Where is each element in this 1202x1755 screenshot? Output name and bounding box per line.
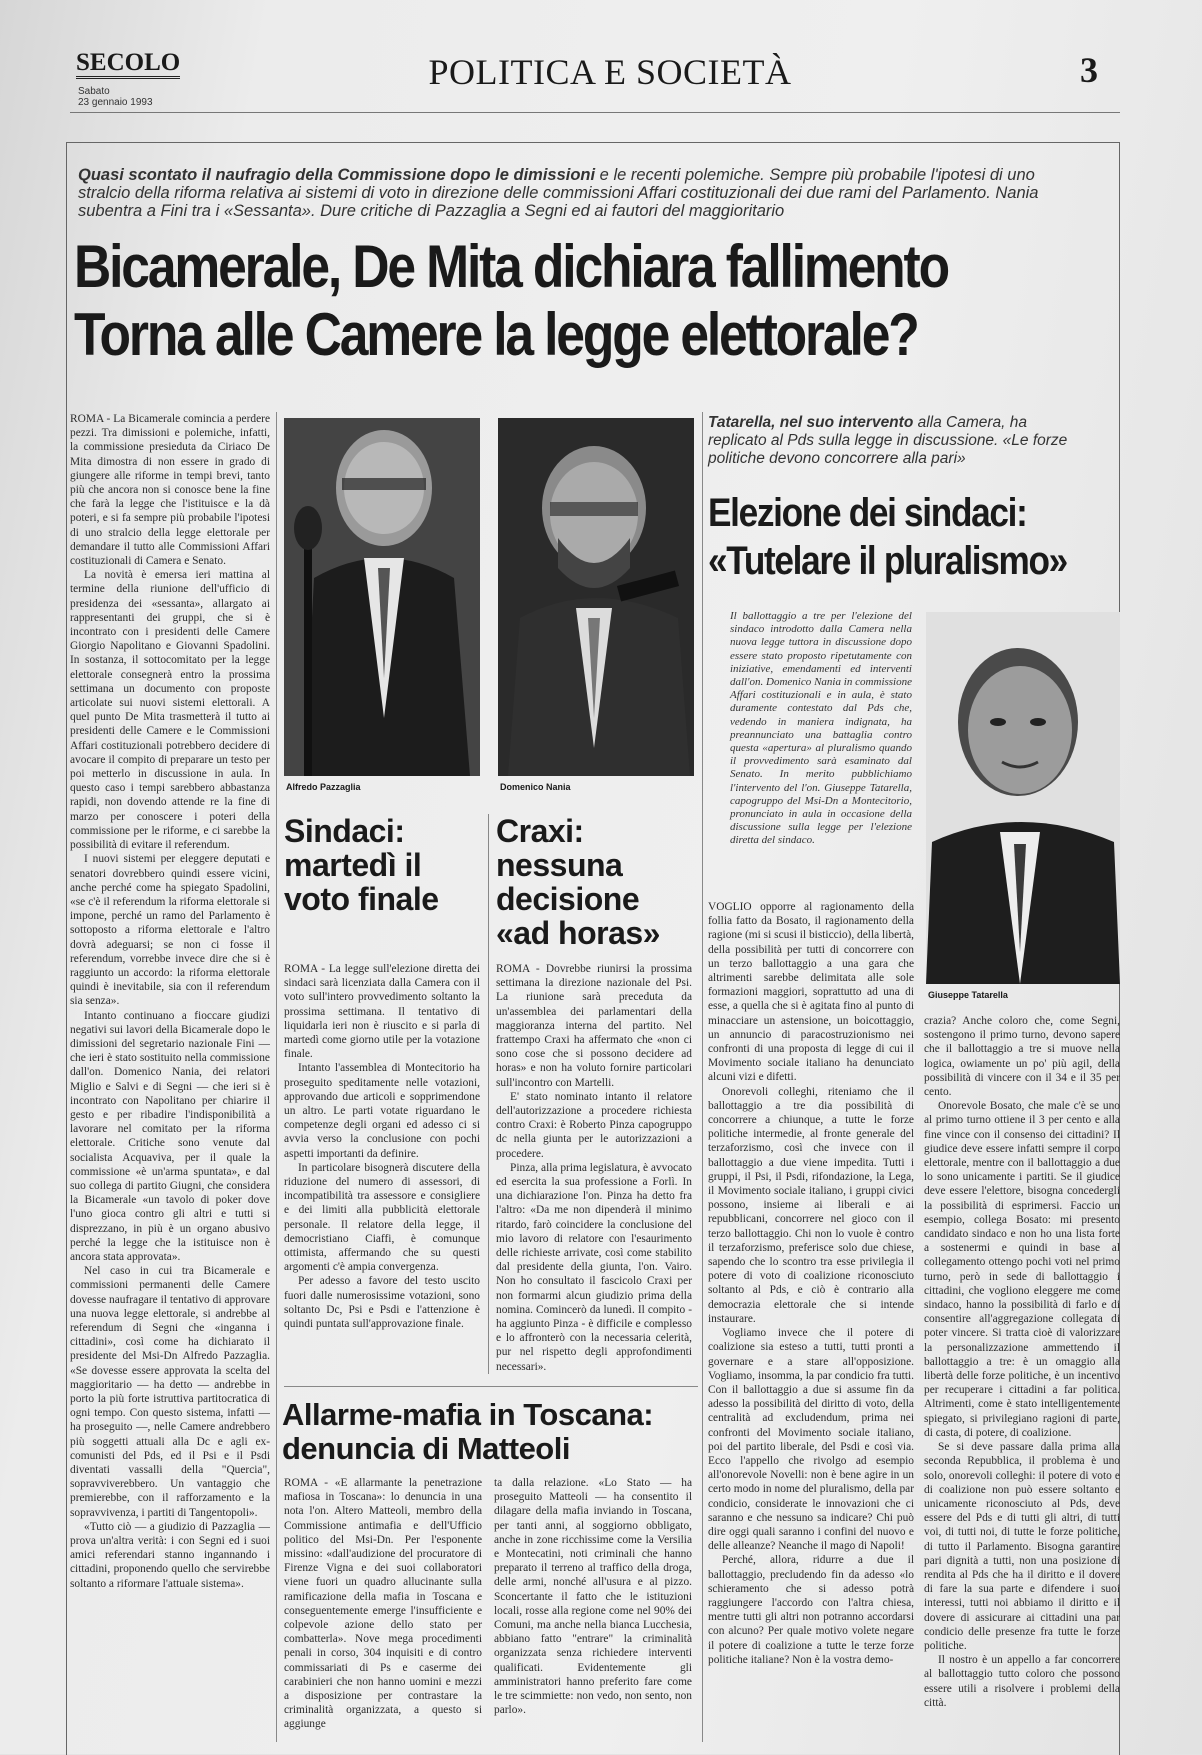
tatarella-paragraph: Il nostro è un appello a far concorrere al ballottaggio tutto coloro che possono essere utili a risolvere i problemi della città. xyxy=(924,1654,1120,1709)
mafia-headline: Allarme-mafia in Toscana: denuncia di Matteoli xyxy=(282,1397,654,1466)
section-title: POLITICA E SOCIETÀ xyxy=(428,52,792,92)
page-number: 3 xyxy=(1080,50,1098,90)
tatarella-paragraph: Onorevoli colleghi, riteniamo che il ballottaggio a tre dia possibilità di concorrere a chiunque, a tutte le forze politiche intermedie, al fronte generale del terzaforzismo, così che invece con il ballottaggio a due viene impedita. Tutti i gruppi, il Psi, il Psdi, rifondazione, la Lega, il Movimento sociale italiano, i gruppi civici possono, insieme ai liberali e ai repubblicani, concorrere nel gioco con il terzo ballottaggio. Chi non lo vuole è contro il terzaforzismo, preferisce solo due chiese, sapendo che lo scontro tra esse privilegia il potere di voto di coalizione riconosciuto soltanto al Pds, e ciò è contrario alla democrazia elettorale che si intende instaurare. xyxy=(708,1085,914,1325)
section-rule xyxy=(284,1386,698,1387)
main-kicker-bold: Quasi scontato il naufragio della Commissione dopo le dimissioni xyxy=(78,166,596,184)
craxi-paragraph: E' stato nominato intanto il relatore dell'autorizzazione a procedere richiesta contro Craxi: è Roberto Pinza capogruppo dc nella giunta per le autorizzazioni a procedere. xyxy=(496,1090,692,1160)
main-article-column xyxy=(70,412,270,1742)
craxi-paragraph: ROMA - Dovrebbe riunirsi la prossima settimana la direzione nazionale del Psi. La riunione sarà preceduta da un'assemblea dei parlamentari della maggioranza interna del partito. Nel frattempo Craxi ha affermato che «non ci sono cose che si possono decidere ad horas» e non ha voluto fornire particolari sull'incontro con Martelli. xyxy=(496,963,692,1089)
sindaci-paragraph: ROMA - La legge sull'elezione diretta dei sindaci sarà licenziata dalla Camera con il voto sull'intero provvedimento soltanto la prossima settimana. Il tentativo di liquidarla ieri non è riuscito e si parla di martedì come giorno utile per la votazione finale. xyxy=(284,963,480,1061)
sindaci-paragraph: Intanto l'assemblea di Montecitorio ha proseguito speditamente nelle votazioni, approvando due articoli e sopprimendone un altro. Le parti votate riguardano le competenze degli organi ed adesso ci si avvia verso la conclusione con pochi aspetti importanti da definire. xyxy=(284,1062,480,1160)
tatarella-intro: Il ballottaggio a tre per l'elezione del sindaco introdotto dalla Camera nella nuova legge tuttora in discussione dopo essere stato proposto ripetutamente con iniziative, emendamenti ed interventi dall'on. Domenico Nania in commissione Affari costituzionali e in aula, è stato duramente contestato dal Pds che, vedendo in maniera indignata, ha preannunciato una battaglia contro questa «apertura» al pluralismo quando il provvedimento sarà esaminato dal Senato. In merito pubblichiamo l'intervento del l'on. Giuseppe Tatarella, capogruppo del Msi-Dn a Montecitorio, pronunciato in aula in occasione della discussione sulla legge per l'elezione diretta del sindaco. xyxy=(730,610,912,847)
caption-nania: Domenico Nania xyxy=(500,782,571,792)
photo-nania xyxy=(498,418,694,776)
masthead-rule xyxy=(70,112,1120,113)
main-headline-line1: Bicamerale, De Mita dichiara fallimento xyxy=(74,233,948,300)
caption-tatarella: Giuseppe Tatarella xyxy=(928,990,1008,1000)
tatarella-headline-line2: «Tutelare il pluralismo» xyxy=(708,539,1067,583)
tatarella-column-b xyxy=(924,1014,1120,1742)
main-kicker-rest: e le recenti polemiche. Sempre più probabile l'ipotesi di uno stralcio della riforma relativa ai sistemi di voto in direzione delle commissioni Affari costituzionali dei due rami del Parlamento. Nania subentra a Fini tra i «Sessanta». Dure critiche di Pazzaglia a Segni ed ai fautori del maggioritario xyxy=(78,166,1039,220)
pazzaglia-portrait xyxy=(284,418,480,776)
newspaper-logo: SECOLO xyxy=(76,50,180,79)
tatarella-kicker-rest: alla Camera, ha replicato al Pds sulla legge in discussione. «Le forze politiche devono concorrere alla pari» xyxy=(708,414,1068,467)
main-paragraph: La novità è emersa ieri mattina al termine della riunione dell'ufficio di presidenza dei «sessanta», allargato ai rappresentanti dei gruppi, che si è incontrato con i presidenti delle Camere Giorgio Napolitano e Giovanni Spadolini. In sostanza, il sottocomitato per la legge elettorale consegnerà entro la prossima settimana un documento con proposte articolate sui nuovi sistemi elettorali. A quel punto De Mita trasmetterà il tutto ai presidenti delle Camere e le Commissioni Affari costituzionali potrebbero decidere di avocare il compito di preparare un testo per poi metterlo in discussione in aula. In questo caso i tempi sarebbero abbastanza rapidi, non dovendo attende re la fine di marzo per conoscere i poteri della commissione per le riforme, e ci sarebbe la possibilità di evitare il referendum. xyxy=(70,569,270,852)
main-paragraph: «Tutto ciò — a giudizio di Pazzaglia — prova un'altra verità: i con Segni ed i suoi amici referendari stanno ingannando i cittadini, proponendo quello che servirebbe soltanto a riformare l'attuale sistema». xyxy=(70,1520,270,1590)
sindaci-headline: Sindaci: martedì il voto finale xyxy=(284,813,439,917)
nania-portrait xyxy=(498,418,694,776)
tatarella-headline-line1: Elezione dei sindaci: xyxy=(708,491,1027,535)
column-rule xyxy=(702,412,703,1742)
issue-day: Sabato xyxy=(78,86,110,97)
sindaci-paragraph: Per adesso a favore del testo uscito fuori dalle numerosissime votazioni, sono soltanto Dc, Psi e Psdi e l'attenzione è quindi puntata sull'approvazione finale. xyxy=(284,1275,480,1331)
tatarella-paragraph: Vogliamo invece che il potere di coalizione sia esteso a tutti, tutti pronti a governare e a stare all'opposizione. Vogliamo, insomma, la par condicio fra tutti. Con il ballottaggio a due si assume fin da adesso la possibilità del diritto di voto, della centralità ad excludendum, prima nei confronti del Movimento sociale italiano, poi del partito liberale, del Psdi e così via. Ecco l'appello che rivolgo ad esempio all'onorevole Novelli: non è bene agire in un certo modo in nome del pluralismo, della par condicio, considerate le innovazioni che ci saranno e che nessuno sa indicare? Chi può dire oggi quali saranno i confini del nuovo e delle alleanze? Neanche il mago di Napoli! xyxy=(708,1327,914,1553)
main-paragraph: ROMA - La Bicamerale comincia a perdere pezzi. Tra dimissioni e polemiche, infatti, la commissione presieduta da Ciriaco De Mita dimostra di non essere in grado di giungere alle riforme in tempi brevi, tanto più che ancora non si conosce bene la fine che farà la legge che l'istituisce e la dà poteri, e si fa sempre più probabile l'ipotesi di uno stralcio della legge elettorale per demandare il tutto alle Commissioni Affari costituzionali di Camera e Senato. xyxy=(70,413,270,568)
main-paragraph: I nuovi sistemi per eleggere deputati e senatori dovrebbero quindi essere vicini, anche perché come ha spiegato Spadolini, «se c'è il referendum la riforma elettorale si impone, perché un ramo del Parlamento è sottoposto a riforma elettorale e l'altro dovrà adeguarsi; se non ci fosse il referendum, vorrebbe invece dire che si è raggiunto un accordo: la riforma elettorale quindi è inevitabile, sia con il referendum sia senza». xyxy=(70,853,270,1008)
mafia-paragraph: ROMA - «E allarmante la penetrazione mafiosa in Toscana»: lo denuncia in una nota l'on. Altero Matteoli, membro della Commissione antimafia e dell'Ufficio politico del Msi-Dn. Per l'esponente missino: «dall'audizione del procuratore di Firenze Vigna e dei suoi collaboratori viene fuori un quadro allucinante sulla ramificazione della mafia in Toscana e conseguentemente emerge l'insufficiente e colpevole azione dello stato per combatterla». Nove mega procedimenti penali in corso, 304 inquisiti e di contro commissariati di Ps e caserme dei carabinieri che non hanno uomini e mezzi a disposizione per contrastare la criminalità organizzata, a questo si aggiunge xyxy=(284,1477,482,1731)
main-headline-line2: Torna alle Camere la legge elettorale? xyxy=(74,301,918,368)
tatarella-portrait xyxy=(926,612,1120,984)
tatarella-paragraph: VOGLIO opporre al ragionamento della follia fatto da Bosato, il ragionamento della ragione (mi si scusi il bisticcio), della libertà, della possibilità per tutti di concorrere con un terzo ballottaggio a una gara che altrimenti sarebbe delimitata alle sole formazioni maggiori, soprattutto ad una di esse, a quella che si è agitata fino al punto di minacciare un astensione, un boicottaggio, un annuncio di paracostruzionismo nei confronti di una proposta di legge di cui il Movimento sociale italiano ha denunciato alcuni vizi e difetti. xyxy=(708,901,914,1084)
main-kicker xyxy=(78,166,1078,220)
sindaci-column xyxy=(284,962,480,1382)
issue-date xyxy=(78,86,153,108)
tatarella-kicker-bold: Tatarella, nel suo intervento xyxy=(708,414,914,431)
tatarella-paragraph: crazia? Anche coloro che, come Segni, sostengono il primo turno, devono sapere che il ballottaggio a tre si muove nella logica, owiamente un po' più agil, della possibilità di vincere con il 34 e il 35 per cento. xyxy=(924,1015,1120,1099)
mafia-column-1 xyxy=(284,1476,482,1746)
main-paragraph: Nel caso in cui tra Bicamerale e commissioni permanenti delle Camere dovesse naufragare il tentativo di approvare una nuova legge elettorale, si andrebbe al referendum di Segni che «inganna i cittadini», così come ha dichiarato il presidente del Msi-Dn Alfredo Pazzaglia. «Se dovesse essere approvata la scelta del maggioritario — ha detto — andrebbe in porto la più forte istruttiva partitocratica di ogni tempo. Con questo sistema, infatti — ha proseguito —, nelle Camere andrebbero più soggetti attuali alla Dc e agli ex-comunisti del Pds, ed il Psi e il Psdi diventati vassalli della "Quercia", sopravviverebbero. Un vantaggio che premierebbe, con il rafforzamento e la sopravvivenza, i partiti di Tangentopoli». xyxy=(70,1265,270,1519)
issue-full-date: 23 gennaio 1993 xyxy=(78,97,153,108)
column-rule xyxy=(488,814,489,1374)
craxi-column xyxy=(496,962,692,1382)
tatarella-kicker xyxy=(708,414,1078,468)
tatarella-paragraph: Perché, allora, ridurre a due il ballottaggio, precludendo fin da adesso «lo schieramento che si adesso potrà raggiungere l'accordo con l'altra chiesa, mentre tutti gli altri non potranno accordarsi con alcuno? Per quale motivo volete negare il potere di coalizione a tutte le terze forze politiche italiane? Non è la vostra demo- xyxy=(708,1554,914,1666)
photo-tatarella xyxy=(926,612,1120,984)
craxi-paragraph: Pinza, alla prima legislatura, è avvocato ed esercita la sua professione a Forlì. In una dichiarazione l'on. Pinza ha detto fra l'altro: «Da me non dipenderà il minimo ritardo, farò coincidere la conclusione del mio lavoro di relatore con l'esaurimento delle richieste arrivate, così come stabilito dal presidente della giunta, l'on. Vairo. Non ho consultato il fascicolo Craxi per non formarmi alcun giudizio prima della nomina. Comincerò da lunedì. Il compito - ha aggiunto Pinza - è difficile e complesso e lo affronterò con la necessaria celerità, pur nel rispetto degli approfondimenti necessari». xyxy=(496,1161,692,1373)
photo-pazzaglia xyxy=(284,418,480,776)
tatarella-paragraph: Se si deve passare dalla prima alla seconda Repubblica, il problema è uno solo, onorevoli colleghi: il potere di voto e di coalizione non può essere soltanto e unicamente riconosciuto al Pds, deve essere del Pds e di tutti gli altri, di tutti voi, di tutti noi, di tutte le forze politiche, di tutto il Parlamento. Bisogna garantire pari dignità a tutti, non una posizione di rendita al Pds che ha il diritto e il dovere di fare la sua parte e difendere i suoi interessi, tutti noi abbiamo il diritto e il dovere di assicurare ai cittadini una par condicio delle presenze fra tutte le forze politiche. xyxy=(924,1441,1120,1652)
sindaci-paragraph: In particolare bisognerà discutere della riduzione del numero di assessori, di incompatibilità tra assessore e consigliere e dei limiti alla pubblicità elettorale personale. Il relatore della legge, il democristiano Ciaffi, è comunque ottimista, affermando che su questi argomenti c'è ampia convergenza. xyxy=(284,1161,480,1274)
mafia-column-2 xyxy=(494,1476,692,1746)
column-rule xyxy=(276,412,277,1742)
mafia-paragraph: ta dalla relazione. «Lo Stato — ha proseguito Matteoli — ha consentito il dilagare della mafia inviando in Toscana, per tanti anni, al soggiorno obbligato, anche in zone ricchissime come la Versilia e Montecatini, noti criminali che hanno preparato il terreno al traffico della droga, delle armi, nonché all'usura e al pizzo. Sconcertante il fatto che le istituzioni locali, rosse alla regione come nel 90% dei Comuni, ma anche nella bianca Lucchesia, abbiano fatto "entrare" la criminalità organizzata senza richiedere interventi qualificati. Evidentemente gli amministratori hanno preferito fare come le tre scimmiette: non vedo, non sento, non parlo». xyxy=(494,1477,692,1717)
tatarella-paragraph: Onorevole Bosato, che male c'è se uno al primo turno ottiene il 3 per cento e alla fine vince con il consenso dei cittadini? Il giudice deve essere infatti sempre il corpo elettorale, mentre con il ballottaggio a due lo sono unicamente i partiti. Se il giudice deve essere l'elettore, bisogna concedergli la possibilità di esprimersi. Faccio un esempio, collega Bosato: mi presento candidato sindaco e non ho una lista forte a sostenermi e quindi in base al collegamento ottengo pochi voti nel primo turno, però in sede di ballottaggio i cittadini, che vogliono eleggere me come sindaco, hanno la possibilità di farlo e di consentire all'aggregazione collegata di poter vincere. Si tratta cioè di valorizzare la personalizzazione ammettendo il ballottaggio a tre: è un omaggio alla libertà delle forze politiche, è un incentivo per recuperare i cittadini a far politica. Altrimenti, come è stato intelligentemente spiegato, si privilegiano ragioni di parte, di casta, di potere, di coalizione. xyxy=(924,1100,1120,1439)
tatarella-column-a xyxy=(708,900,914,1742)
caption-pazzaglia: Alfredo Pazzaglia xyxy=(286,782,361,792)
craxi-headline: Craxi: nessuna decisione «ad horas» xyxy=(496,813,660,951)
main-paragraph: Intanto continuano a fioccare giudizi negativi sui lavori della Bicamerale dopo le dimissioni del segretario nazionale Fini — che ieri è stato sostituito nella commissione dall'on. Domenico Nania, dei relatori Miglio e Salvi e di Segni — che ieri si è incontrato con Napolitano per chiarire il gesto e per ribadire l'indisponibilità a lavorare nel comitato per la riforma elettorale. Critiche sono venute dal socialista Acquaviva, per il quale la commissione «è un'arma spuntata», e dal suo collega di partito Giugni, che considera la Bicamerale «un tavolo di poker dove l'uno gioca contro gli altri e tutti si disprezzano, in più è un organo abusivo perché la legge che la istituisce non è ancora stata approvata». xyxy=(70,1009,270,1263)
